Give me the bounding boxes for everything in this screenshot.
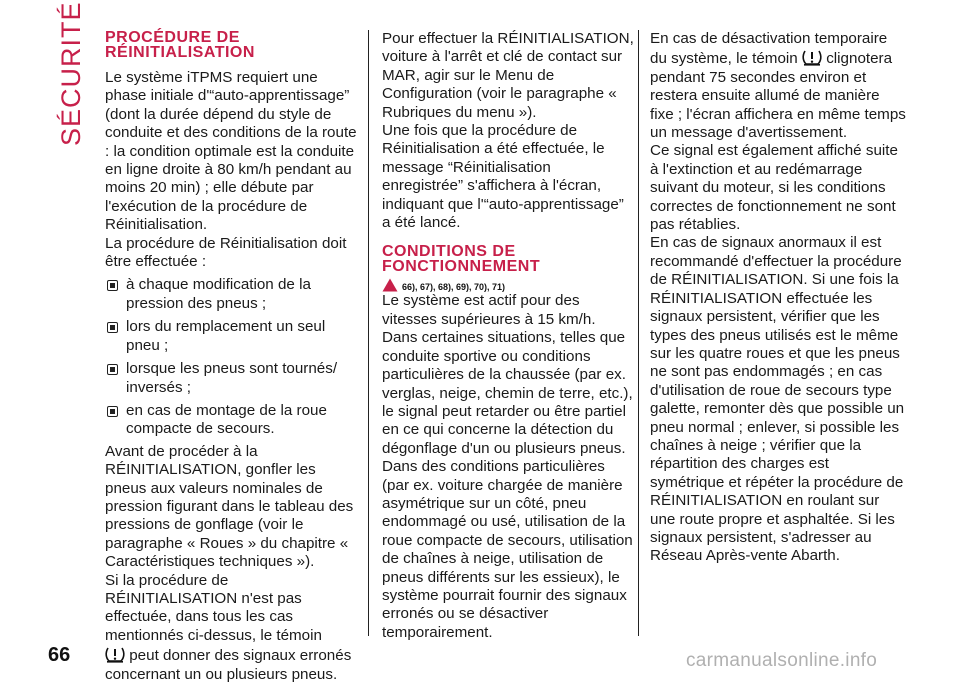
tire-pressure-warning-icon [802,48,822,66]
column-1 [105,30,359,684]
tire-pressure-warning-icon [105,645,125,663]
paragraph: Dans certaines situations, telles que conduite sportive ou conditions particulières de la chaussée (par ex. verglas, neige, chemin de terre, etc.), le signal peut retarder ou être partiel en ce qui concerne la détection du dégonflage d'un ou plusieurs pneus. [382,329,633,457]
list-item-text: à chaque modification de la pression des pneus ; [126,276,311,312]
paragraph-text: En cas de désactivation temporaire du système, le témoin [650,30,888,68]
paragraph: Une fois que la procédure de Réinitialisation a été effectuée, le message “Réinitialisation enregistrée” s'affichera à l'écran, indiquant que l'“auto-apprentissage” a été lancé. [382,122,624,232]
paragraph: Pour effectuer la RÉINITIALISATION, voiture à l'arrêt et clé de contact sur MAR, agir sur le Menu de Configuration (voir le paragraphe « Rubriques du menu »). [382,30,634,121]
heading-reinitialisation: PROCÉDURE DE RÉINITIALISATION [105,29,255,61]
paragraph: Le système iTPMS requiert une phase initiale d'“auto-apprentissage” (dont la durée dépend du style de conduite et des conditions de la route : la condition optimale est la conduite en ligne droite à 80 km/h pendant au moins 20 min) ; elle débute par l'exécution de la procédure de Réinitialisation. [105,69,357,234]
paragraph: Ce signal est également affiché suite à l'extinction et au redémarrage suivant du moteur, si les conditions correctes de fonctionnement ne sont pas rétablies. [650,142,898,234]
bullet-icon [107,406,118,417]
list-item [105,360,359,397]
paragraph-text: peut donner des signaux erronés concernant un ou plusieurs pneus. [105,647,352,683]
paragraph [105,572,359,684]
paragraph-text: clignotera pendant 75 secondes environ et restera ensuite allumé de manière fixe ; l'écran affichera en même temps un message d'avertissement. [650,50,906,142]
watermark: carmanualsonline.info [686,650,878,671]
list-item [105,402,359,439]
list-item-text: lorsque les pneus sont tournés/ inversés ; [126,360,338,396]
bullet-icon [107,322,118,333]
warning-triangle-icon [382,278,398,292]
list-item [105,276,359,313]
reference-notes: 66), 67), 68), 69), 70), 71) [402,282,506,293]
list-item [105,318,359,355]
bullet-icon [107,280,118,291]
paragraph: En cas de signaux anormaux il est recommandé d'effectuer la procédure de RÉINITIALISATION. Si une fois la RÉINITIALISATION effectuée les signaux persistent, vérifier que les types des pneus utilisés est le même sur les quatre roues et que les pneus ne sont pas endommagés ; en cas d'utilisation de roue de secours type galette, remonter dès que possible un pneu normal ; enlever, si possible les chaînes à neige ; vérifier que la répartition des charges est symétrique et répéter la procédure de RÉINITIALISATION en roulant sur une route propre et asphaltée. Si les signaux persistent, s'adresser au Réseau Après-vente Abarth. [650,234,905,565]
column-divider [638,30,639,636]
section-label: SÉCURITÉ [56,1,86,146]
heading-conditions: CONDITIONS DE FONCTIONNEMENT [382,243,541,276]
section-side-tab [48,1,86,148]
column-divider [368,30,369,636]
bullet-icon [107,364,118,375]
column-3 [650,30,906,566]
list-item-text: lors du remplacement un seul pneu ; [126,318,326,354]
paragraph: Dans des conditions particulières (par ex. voiture chargée de manière asymétrique sur un côté, pneu endommagé ou usé, utilisation de la roue compacte de secours, utilisation de chaînes à neige, utilisation de pneus différents sur les essieux), le système pourrait fournir des signaux erronés ou se désactiver temporairement. [382,458,633,641]
column-2 [382,30,636,642]
warning-references [382,278,636,292]
paragraph: Le système est actif pour des vitesses supérieures à 15 km/h. [382,292,596,328]
paragraph [650,30,906,142]
page-number: 66 [48,644,71,666]
paragraph-text: Si la procédure de RÉINITIALISATION n'est pas effectuée, dans tous les cas mentionnés ci-dessus, le témoin [105,571,322,644]
list-item-text: en cas de montage de la roue compacte de secours. [126,401,327,438]
paragraph: La procédure de Réinitialisation doit être effectuée : [105,234,347,271]
paragraph: Avant de procéder à la RÉINITIALISATION, gonfler les pneus aux valeurs nominales de pression figurant dans le tableau des pressions de gonflage (voir le paragraphe « Roues » du chapitre « Caractéristiques techniques »). [105,442,354,571]
